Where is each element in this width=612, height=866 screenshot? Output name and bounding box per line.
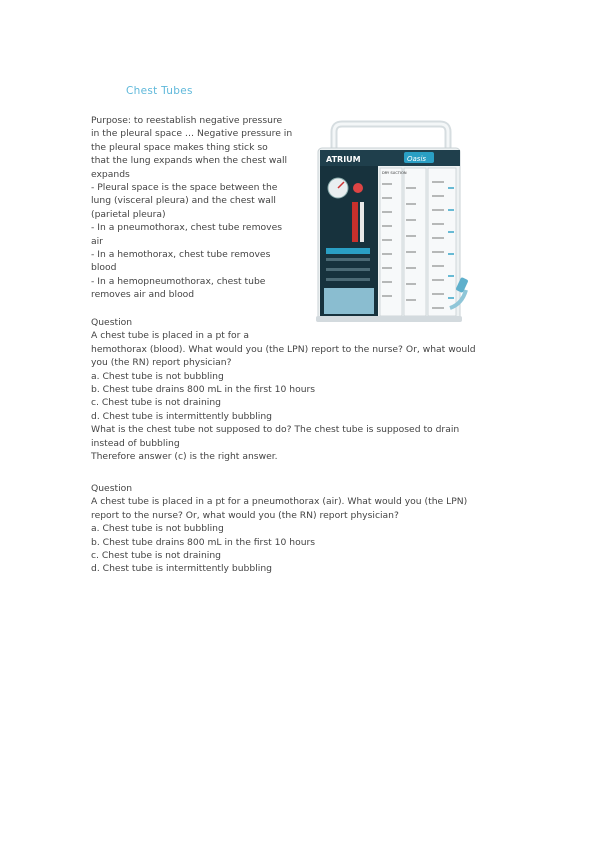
purpose-line: air bbox=[91, 235, 103, 247]
answer-option: c. Chest tube is not draining bbox=[91, 397, 221, 409]
answer-option: d. Chest tube is intermittently bubbling bbox=[91, 410, 272, 422]
device-brand-label: ATRIUM bbox=[326, 155, 361, 164]
device-model-label: Oasis bbox=[407, 155, 427, 163]
page-title: Chest Tubes bbox=[126, 85, 193, 97]
purpose-line: removes air and blood bbox=[91, 289, 195, 301]
question-1 bbox=[91, 316, 501, 463]
purpose-line: (parietal pleura) bbox=[91, 208, 166, 220]
question-2 bbox=[91, 482, 501, 576]
device-section-label: DRY SUCTION bbox=[382, 171, 407, 175]
explanation-line: What is the chest tube not supposed to do? The chest tube is supposed to drain bbox=[91, 424, 460, 436]
purpose-line: - Pleural space is the space between the bbox=[91, 182, 278, 194]
explanation-line: instead of bubbling bbox=[91, 437, 180, 449]
purpose-line: - In a hemothorax, chest tube removes bbox=[91, 249, 271, 261]
purpose-line: lung (visceral pleura) and the chest wall bbox=[91, 195, 276, 207]
purpose-line: that the lung expands when the chest wall bbox=[91, 155, 288, 167]
answer-option: c. Chest tube is not draining bbox=[91, 550, 221, 562]
purpose-line: - In a pneumothorax, chest tube removes bbox=[91, 222, 283, 234]
purpose-line: Purpose: to reestablish negative pressure bbox=[91, 115, 283, 126]
purpose-section bbox=[91, 114, 303, 302]
question-line: report to the nurse? Or, what would you (the RN) report physician? bbox=[91, 509, 399, 521]
question-line: you (the RN) report physician? bbox=[91, 357, 232, 369]
answer-option: b. Chest tube drains 800 mL in the first 10 hours bbox=[91, 384, 316, 396]
chest-drainage-unit-image bbox=[312, 118, 472, 328]
answer-option: b. Chest tube drains 800 mL in the first 10 hours bbox=[91, 536, 316, 548]
answer-option: d. Chest tube is intermittently bubbling bbox=[91, 563, 272, 575]
question-heading: Question bbox=[91, 483, 133, 494]
question-line: A chest tube is placed in a pt for a bbox=[91, 330, 249, 342]
purpose-line: blood bbox=[91, 262, 117, 274]
question-heading: Question bbox=[91, 317, 133, 328]
purpose-line: expands bbox=[91, 168, 130, 180]
question-line: hemothorax (blood). What would you (the LPN) report to the nurse? Or, what would bbox=[91, 343, 476, 355]
explanation-line: Therefore answer (c) is the right answer. bbox=[91, 451, 278, 463]
purpose-line: in the pleural space … Negative pressure in bbox=[91, 128, 293, 140]
purpose-line: the pleural space makes thing stick so bbox=[91, 141, 268, 153]
answer-option: a. Chest tube is not bubbling bbox=[91, 523, 224, 535]
question-line: A chest tube is placed in a pt for a pneumothorax (air). What would you (the LPN) bbox=[91, 496, 468, 508]
purpose-line: - In a hemopneumothorax, chest tube bbox=[91, 275, 266, 287]
answer-option: a. Chest tube is not bubbling bbox=[91, 370, 224, 382]
